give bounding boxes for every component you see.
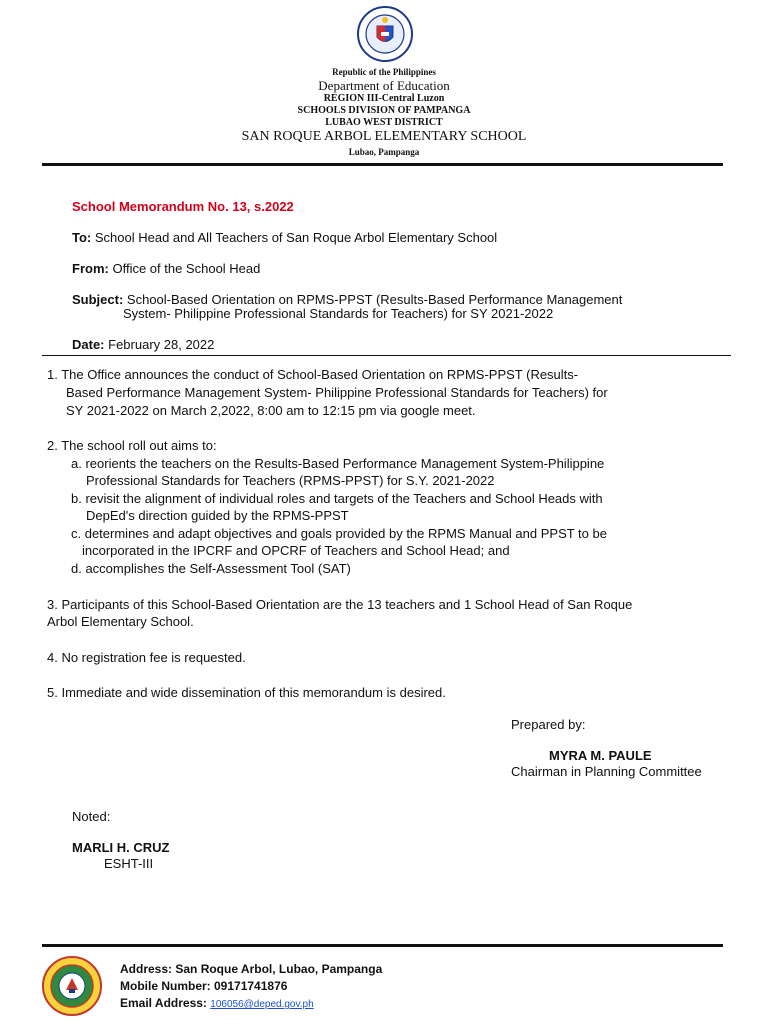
school-location: Lubao, Pampanga: [348, 147, 420, 157]
from-label: From:: [72, 261, 109, 276]
to-line: [72, 230, 497, 245]
memo-number: School Memorandum No. 13, s.2022: [72, 199, 294, 214]
footer-mobile: Mobile Number: 09171741876: [120, 979, 288, 993]
item-b-line-1: b. revisit the alignment of individual roles and targets of the Teachers and School Heads with: [71, 491, 603, 506]
item-a-line-1: a. reorients the teachers on the Results-Based Performance Management System-Philippine: [71, 456, 605, 471]
footer-email-label: Email Address:: [120, 996, 211, 1010]
para-2-intro: 2. The school roll out aims to:: [47, 438, 217, 453]
from-line: [72, 261, 260, 276]
item-d-line-1: d. accomplishes the Self-Assessment Tool (SAT): [71, 561, 351, 576]
para-4: 4. No registration fee is requested.: [47, 650, 246, 665]
item-c-line-1: c. determines and adapt objectives and goals provided by the RPMS Manual and PPST to be: [71, 526, 607, 541]
prepared-by-name: MYRA M. PAULE: [549, 748, 652, 763]
footer-divider: [42, 944, 723, 947]
item-b-line-2: DepEd's direction guided by the RPMS-PPST: [86, 508, 349, 523]
republic-line: Republic of the Philippines: [332, 67, 436, 77]
prepared-by-title: Chairman in Planning Committee: [511, 764, 702, 779]
to-value: School Head and All Teachers of San Roque Arbol Elementary School: [94, 230, 498, 245]
date-label: Date:: [72, 337, 105, 352]
school-logo: [42, 956, 102, 1016]
district-line: LUBAO WEST DISTRICT: [325, 117, 443, 128]
date-value: February 28, 2022: [108, 337, 215, 352]
footer-email-link[interactable]: 106056@deped.gov.ph: [210, 999, 314, 1010]
deped-seal: [357, 6, 413, 62]
footer-address: Address: San Roque Arbol, Lubao, Pampanga: [120, 962, 383, 976]
to-label: To:: [72, 230, 92, 245]
header-divider: [42, 163, 723, 166]
prepared-by-label: Prepared by:: [511, 717, 586, 732]
subject-value-2: System- Philippine Professional Standards for Teachers) for SY 2021-2022: [123, 306, 554, 321]
para-1-line-3: SY 2021-2022 on March 2,2022, 8:00 am to 12:15 pm via google meet.: [66, 403, 476, 418]
noted-label: Noted:: [72, 809, 111, 824]
subject-value-1: School-Based Orientation on RPMS-PPST (Results-Based Performance Management: [126, 292, 623, 307]
para-1-line-2: Based Performance Management System- Philippine Professional Standards for Teachers) for: [66, 385, 608, 400]
subject-line: [72, 292, 622, 307]
division-line: SCHOOLS DIVISION OF PAMPANGA: [297, 105, 471, 116]
footer-email-line: [120, 996, 314, 1010]
para-3-line-2: Arbol Elementary School.: [47, 614, 194, 629]
para-3-line-1: 3. Participants of this School-Based Orientation are the 13 teachers and 1 School Head of San Roque: [47, 597, 633, 612]
subject-label: Subject:: [72, 292, 124, 307]
para-5: 5. Immediate and wide dissemination of this memorandum is desired.: [47, 685, 446, 700]
school-name: SAN ROQUE ARBOL ELEMENTARY SCHOOL: [241, 129, 527, 144]
region-line: REGION III-Central Luzon: [323, 93, 445, 104]
item-c-line-2: incorporated in the IPCRF and OPCRF of Teachers and School Head; and: [82, 543, 510, 558]
date-line: [72, 337, 214, 352]
department-line: Department of Education: [318, 78, 450, 93]
noted-title: ESHT-III: [104, 856, 154, 871]
memo-divider: [42, 355, 731, 356]
item-a-line-2: Professional Standards for Teachers (RPMS-PPST) for S.Y. 2021-2022: [86, 473, 495, 488]
from-value: Office of the School Head: [112, 261, 261, 276]
noted-name: MARLI H. CRUZ: [72, 840, 170, 855]
para-1-line-1: 1. The Office announces the conduct of School-Based Orientation on RPMS-PPST (Results-: [47, 367, 579, 382]
